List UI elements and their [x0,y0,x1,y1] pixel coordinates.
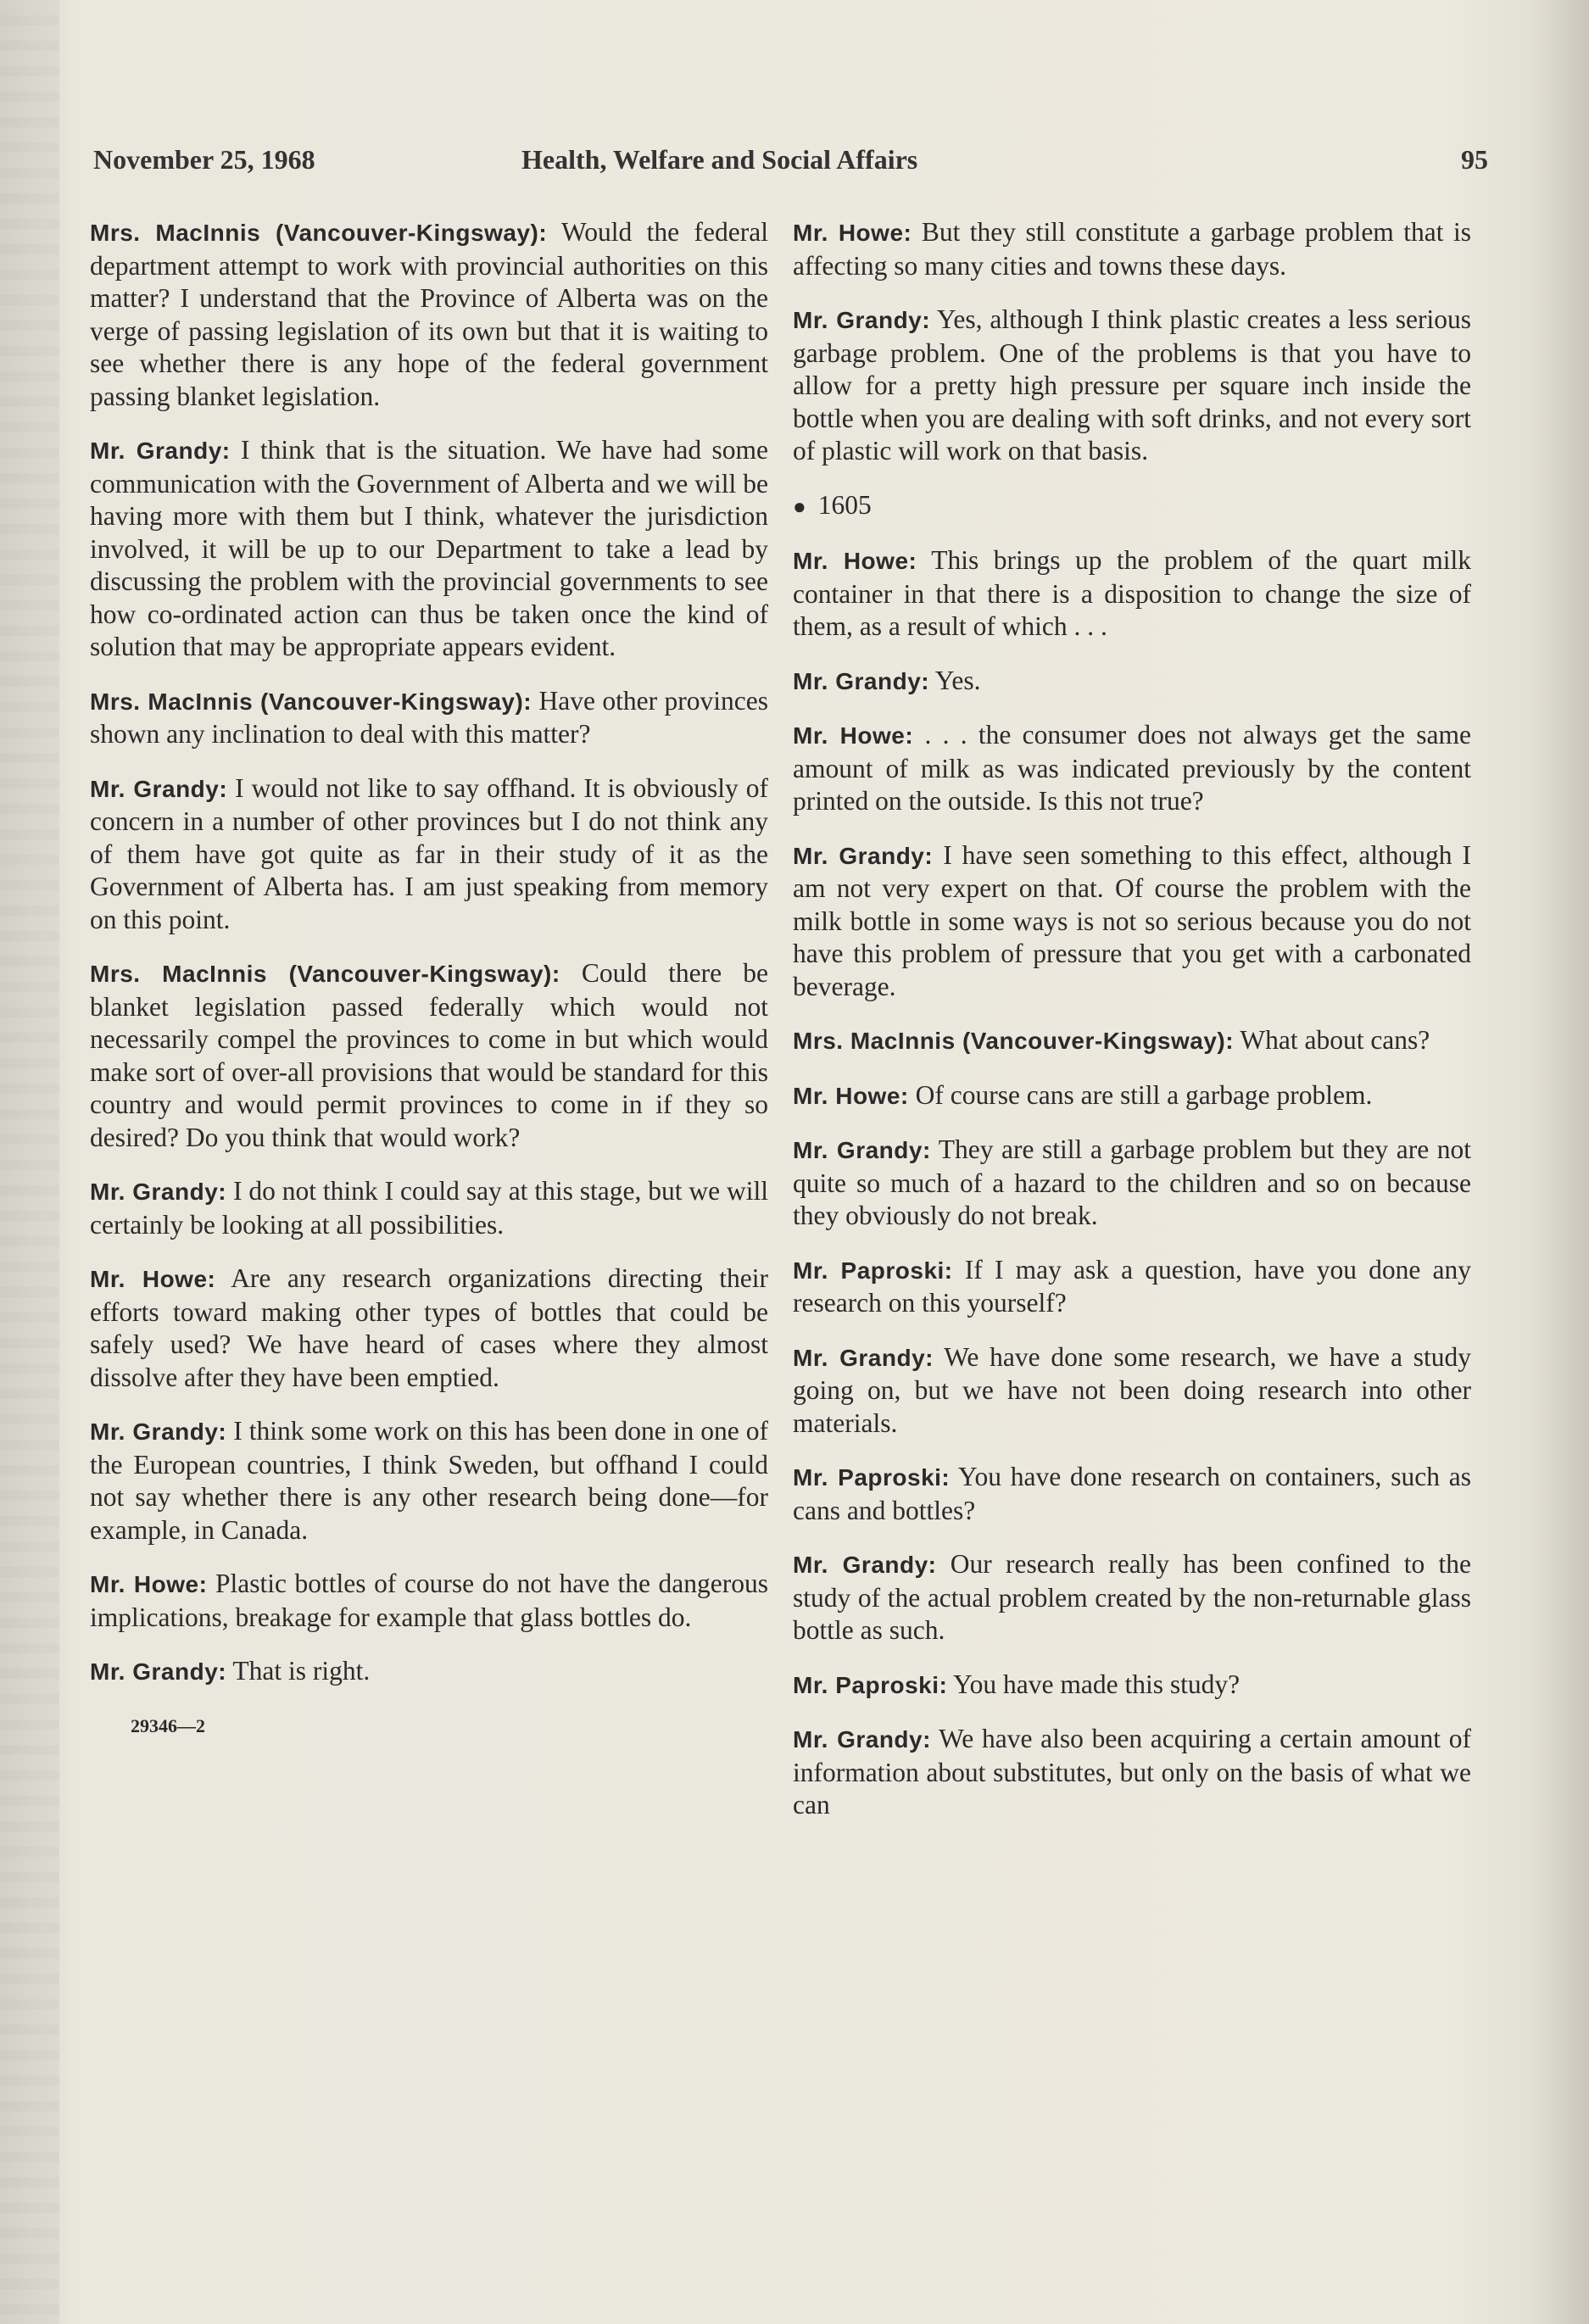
speaker-name: Mr. Grandy: [793,1552,937,1578]
speech-paragraph [793,304,1471,468]
speech-paragraph [793,1079,1471,1113]
speech-paragraph [793,719,1471,818]
speaker-name: Mr. Grandy: [90,1658,227,1685]
speaker-name: Mr. Howe: [90,1571,208,1597]
right-column [793,216,1471,1843]
speech-text: Yes, although I think plastic creates a less serious garbage problem. One of the problems is that you have to allow for a pretty high pressure per square inch inside the bottle when you are dealing with soft drinks, and not every sort of plastic will work on that basis. [793,304,1471,465]
speech-text: But they still constitute a garbage problem that is affecting so many cities and towns these days. [793,217,1472,281]
speech-text: Have other provinces shown any inclination to deal with this matter? [90,685,768,749]
speaker-name: Mr. Grandy: [793,1137,931,1163]
speech-paragraph [793,1461,1471,1527]
speech-text: They are still a garbage problem but they are not quite so much of a hazard to the children and so on because they obviously do not break. [793,1134,1471,1230]
speech-text: Of course cans are still a garbage problem. [908,1079,1373,1110]
speaker-name: Mrs. MacInnis (Vancouver-Kingsway): [90,961,560,987]
page-edge [1550,0,1589,2324]
speech-paragraph [793,1548,1471,1647]
header-date: November 25, 1968 [93,144,315,175]
speaker-name: Mr. Grandy: [90,775,228,802]
speech-paragraph [793,1723,1471,1822]
speaker-name: Mrs. MacInnis (Vancouver-Kingsway): [793,1028,1235,1054]
speech-text: . . . the consumer does not always get the same amount of milk as was indicated previously by the content printed on the outside. Is this not true? [793,720,1471,816]
left-column [90,216,768,1742]
page-number: 95 [1461,144,1488,175]
speaker-name: Mr. Grandy: [793,307,931,333]
speech-text: I have seen something to this effect, although I am not very expert on that. Of course the problem with the milk bottle in some ways is not so serious because you do not have this problem of pressure that you get with a carbonated beverage. [793,839,1471,1001]
speaker-name: Mrs. MacInnis (Vancouver-Kingsway): [90,220,548,246]
speech-text: I would not like to say offhand. It is obviously of concern in a number of other provinces but I do not think any of them have got quite as far in their study of it as the Government of Alberta has. I am just speaking from memory on this point. [90,772,768,934]
speech-paragraph [793,1134,1471,1233]
speech-paragraph [90,1175,768,1241]
speech-text: Would the federal department attempt to work with provincial authorities on this matter? I understand that the Province of Alberta was on the verge of passing legislation of its own but that it is waiting to see whether there is any hope of the federal government passing blanket legislation. [90,217,768,411]
speech-paragraph [793,1254,1471,1320]
speech-paragraph [90,1262,768,1394]
speaker-name: Mr. Grandy: [90,437,231,464]
speaker-name: Mr. Grandy: [90,1418,227,1445]
speaker-name: Mr. Paproski: [793,1464,951,1491]
speaker-name: Mr. Paproski: [793,1671,948,1698]
speaker-name: Mr. Grandy: [90,1179,227,1205]
speech-paragraph [793,1669,1471,1703]
speaker-name: Mr. Paproski: [793,1257,953,1284]
speech-paragraph [793,544,1471,644]
speaker-name: Mr. Howe: [793,722,914,749]
speaker-name: Mr. Howe: [793,548,917,574]
speaker-name: Mr. Howe: [90,1266,216,1292]
speech-text: Are any research organizations directing their efforts toward making other types of bottles that could be safely used? We have heard of cases where they almost dissolve after they have been emptied. [90,1263,769,1392]
speech-paragraph [793,216,1471,282]
speech-paragraph [793,839,1471,1004]
speech-text: Our research really has been confined to the study of the actual problem created by the non-returnable glass bottle as such. [793,1549,1471,1645]
speaker-name: Mr. Howe: [793,220,912,246]
speech-text: We have also been acquiring a certain amount of information about substitutes, but only on the basis of what we can [793,1724,1471,1820]
speaker-name: Mr. Grandy: [793,667,930,694]
speech-text: What about cans? [1234,1025,1430,1055]
speech-paragraph [90,957,768,1154]
speech-text: We have done some research, we have a study going on, but we have not been doing research into other materials. [793,1341,1472,1438]
speech-text: You have made this study? [947,1669,1241,1699]
speaker-name: Mr. Grandy: [793,842,934,869]
header-title: Health, Welfare and Social Affairs [521,144,918,175]
speech-text: That is right. [226,1656,371,1686]
speech-paragraph [90,685,768,751]
speech-text: Plastic bottles of course do not have the dangerous implications, breakage for example that glass bottles do. [90,1569,768,1632]
speaker-name: Mrs. MacInnis (Vancouver-Kingsway): [90,688,532,715]
speech-text: This brings up the problem of the quart milk container in that there is a disposition to change the size of them, as a result of which . . . [793,545,1472,641]
speech-paragraph [793,1341,1471,1441]
time-marker-text: 1605 [817,489,872,520]
speech-paragraph [90,772,768,937]
speaker-name: Mr. Grandy: [793,1344,934,1371]
speech-text: I think that is the situation. We have had some communication with the Government of Alberta and we will be having more with them but I think, whatever the jurisdiction involved, it will be up to our Department to take a lead by discussing the problem with the provincial governments to see how co-ordinated action can thus be taken once the kind of solution that may be appropriate appears evident. [90,435,768,661]
speech-text: You have done research on containers, such as cans and bottles? [793,1462,1471,1525]
speaker-name: Mr. Grandy: [793,1726,931,1753]
binding-spine [0,0,59,2324]
speech-paragraph [90,1568,768,1634]
footer-code: 29346—2 [131,1714,205,1736]
bullet-icon: ● [793,493,806,519]
running-header [93,144,1488,187]
speech-paragraph [90,434,768,664]
speech-paragraph [90,1655,768,1689]
speaker-name: Mr. Howe: [793,1082,909,1109]
speech-text: I do not think I could say at this stage, but we will certainly be looking at all possibilities. [90,1176,768,1240]
speech-paragraph [90,216,768,413]
time-marker [793,489,1471,524]
speech-text: I think some work on this has been done in one of the European countries, I think Sweden, but offhand I could not say whether there is any other research being done—for example, in Canada. [90,1416,769,1545]
speech-paragraph [90,1415,768,1547]
speech-text: If I may ask a question, have you done any research on this yourself? [793,1254,1471,1318]
speech-paragraph [793,665,1471,699]
speech-text: Yes. [929,665,981,695]
speech-paragraph [793,1024,1471,1058]
speech-text: Could there be blanket legislation passed federally which would not necessarily compel the provinces to come in but which would make sort of over-all provisions that would be standard for this country and would permit provinces to come in if they so desired? Do you think that would work? [90,958,768,1152]
